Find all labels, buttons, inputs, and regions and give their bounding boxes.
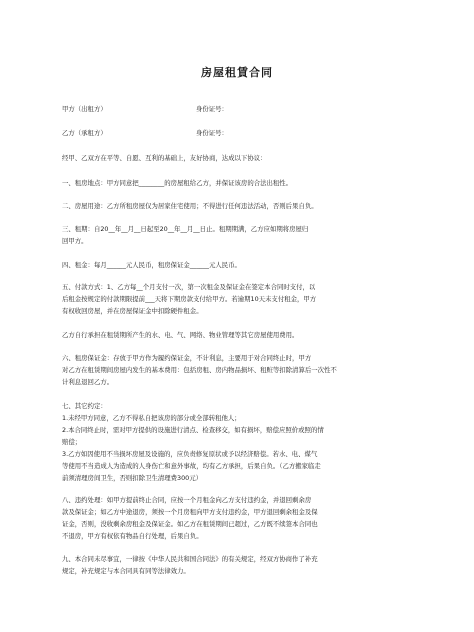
clause-1-location: 一、租房地点：甲方同意把________的房屋租给乙方，并保证该房的合法出租性。 [62, 179, 293, 187]
clause-4-rent: 四、租金：每月______元人民币，租房保证金______元人民币。 [62, 261, 241, 269]
clause-7-item-3-cont-2: 前须清理房间卫生，否则扣除卫生清理费300元） [62, 474, 203, 482]
clause-5-payment: 五、付款方式：1、乙方每__个月支付一次，第一次租金及保证金在签定本合同时支付，以 [62, 283, 316, 291]
clause-8-breach-cont-3: 不退房，甲方有权依有物品自行处理，后果自负。 [62, 532, 203, 540]
agreement-intro: 经甲、乙双方在平等、自愿、互利的基础上，友好协商，达成以下协议： [62, 154, 267, 162]
clause-8-breach: 八、违约处理：如甲方提前终止合同，应按一个月租金向乙方支付违约金，并退回剩余房 [62, 496, 312, 504]
clause-7-item-1: 1.未经甲方同意，乙方不得私自把该房的部分或全部转租他人； [62, 414, 241, 422]
clause-8-breach-cont-1: 款及保证金；如乙方中途退房，须按一个月房租向甲方支付违约金，甲方退回剩余租金及保 [62, 508, 318, 516]
party-a-label: 甲方（出租方） [62, 105, 107, 113]
clause-5-payment-cont-2: 有权收回房屋，并在房屋保证金中扣除硬件租金。 [62, 307, 203, 315]
clause-7-item-2: 2.本合同终止时，需对甲方提供的设施进行清点、检查移交，如有损坏，赔偿应照价或照的情 [62, 426, 324, 434]
clause-7-item-3-cont-1: 等使用不当造成人为造成的人身伤亡和意外事故，均有乙方承担，后果自负。（乙方搬家临走 [62, 462, 321, 470]
clause-6-deposit-cont-2: 计利息退回乙方。 [62, 378, 114, 386]
clause-3-term: 三、租期：自20__年__月__日起至20__年__月__日止。租期期满，乙方应如期将房屋归 [62, 225, 309, 233]
clause-6-deposit: 六、租房保证金：存放于甲方作为履约保证金，不计利息，主要用于对合同终止时，甲方 [62, 354, 312, 362]
clause-9-misc-cont: 规定，补充规定与本合同具有同等法律效力。 [62, 567, 190, 575]
clause-2-usage: 二、房屋用途：乙方所租房屋仅为居家住宅使用；不得进行任何违法活动，否则后果自负。 [62, 202, 318, 210]
clause-6-deposit-cont-1: 对乙方在租赁期间房屋内发生的基本费用：包括房租、房内物品损坏、租赃等扣除清算后一次性不 [62, 366, 337, 374]
clause-3-term-cont: 回甲方。 [62, 237, 88, 245]
utilities-note: 乙方自行承担在租赁期所产生的水、电、气、网络、物业管理等其它房屋使用费用。 [62, 331, 299, 339]
clause-9-misc: 九、本合同未尽事宜，一律按《中华人民共和国合同法》的有关规定，经双方协商作了补充 [62, 555, 318, 563]
party-a-id-label: 身份证号： [196, 105, 228, 113]
clause-7-item-2-cont: 赔偿； [62, 438, 82, 446]
clause-8-breach-cont-2: 证金，否则，没收剩余房租金及保证金。如乙方在租赁期间已超过，乙方既不续签本合同也 [62, 520, 318, 528]
party-b-id-label: 身份证号： [196, 129, 228, 137]
document-title: 房屋租賃合同 [201, 66, 273, 79]
clause-7-item-3: 3.乙方如因使用不当损坏房屋及设施的，应负责修复原状或予以经济赔偿。若水、电、煤气 [62, 450, 318, 458]
clause-7-heading: 七、其它约定： [62, 402, 107, 410]
clause-5-payment-cont-1: 后租金按规定的付款期限提前___天将下期房款支付给甲方。若逾期10天未支付租金，甲方 [62, 295, 317, 303]
party-b-label: 乙方（承租方） [62, 129, 107, 137]
